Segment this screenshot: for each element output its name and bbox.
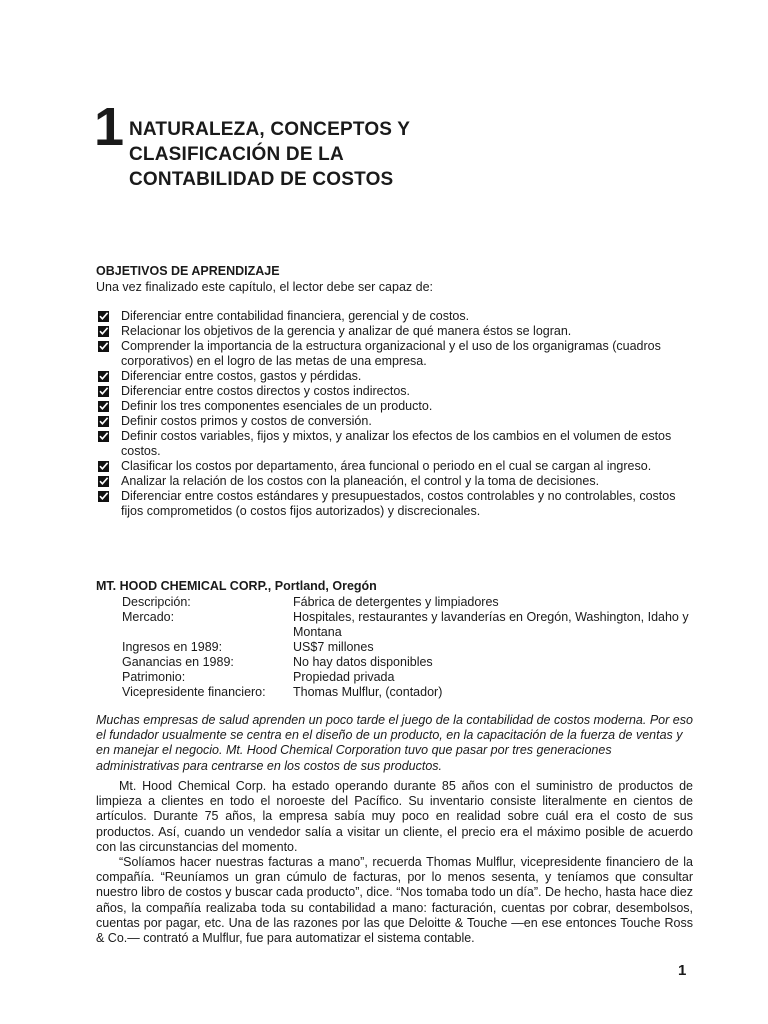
info-label: Mercado: bbox=[122, 610, 175, 624]
checkbox-check-icon bbox=[98, 371, 109, 382]
checkbox-check-icon bbox=[98, 476, 109, 487]
body-paragraph: Mt. Hood Chemical Corp. ha estado operando durante 85 años con el suministro de productos de limpieza a clientes en todo el noroeste del Pacífico. Su inventario consiste literalmente en cientos de artículos. Durante 75 años, la empresa sabía muy poco en realidad sobre cuál era el costo de sus productos. Así, cuando un vendedor salía a visitar un cliente, el precio era el máximo posible de acuerdo con las circunstancias del momento. bbox=[96, 779, 693, 854]
info-label: Ganancias en 1989: bbox=[122, 655, 234, 669]
page-number: 1 bbox=[678, 962, 687, 979]
company-profile bbox=[96, 578, 696, 700]
body-text bbox=[96, 779, 693, 946]
objective-item bbox=[96, 429, 696, 459]
chapter-title-line: CONTABILIDAD DE COSTOS bbox=[129, 169, 394, 190]
body-paragraph: “Solíamos hacer nuestras facturas a mano”, recuerda Thomas Mulflur, vicepresidente financiero de la compañía. “Reuníamos un gran cúmulo de facturas, por lo menos sesenta, y teníamos que consultar nuestro libro de costos y buscar cada producto”, dice. “Nos tomaba todo un día”. De hecho, hasta hace diez años, la compañía realizaba toda su contabilidad a mano: facturación, cuentas por cobrar, desembolsos, cuentas por pagar, etc. Una de las razones por las que Deloitte & Touche —en ese entonces Touche Ross & Co.— contrató a Mulflur, fue para automatizar el sistema contable. bbox=[96, 855, 693, 946]
objective-item bbox=[96, 414, 696, 429]
checkbox-check-icon bbox=[98, 386, 109, 397]
info-value: Propiedad privada bbox=[293, 670, 395, 684]
objective-item bbox=[96, 339, 696, 369]
checkbox-check-icon bbox=[98, 431, 109, 442]
objective-item bbox=[96, 459, 696, 474]
objective-item bbox=[96, 309, 696, 324]
chapter-title-line: CLASIFICACIÓN DE LA bbox=[129, 144, 344, 165]
learning-objectives bbox=[96, 263, 696, 519]
info-label: Patrimonio: bbox=[122, 670, 186, 684]
objective-text: Relacionar los objetivos de la gerencia y analizar de qué manera éstos se logran. bbox=[121, 324, 572, 338]
company-info-row bbox=[122, 595, 696, 610]
company-info-table bbox=[122, 595, 696, 700]
checkbox-check-icon bbox=[98, 491, 109, 502]
chapter-number: 1 bbox=[94, 97, 125, 157]
objective-text: Diferenciar entre contabilidad financiera, gerencial y de costos. bbox=[121, 309, 470, 323]
chapter-title bbox=[129, 117, 529, 192]
info-value: Hospitales, restaurantes y lavanderías en Oregón, Washington, Idaho y Montana bbox=[293, 610, 689, 639]
objective-item bbox=[96, 489, 696, 519]
company-heading bbox=[96, 578, 696, 594]
objective-item bbox=[96, 384, 696, 399]
company-name: MT. HOOD CHEMICAL CORP. bbox=[96, 579, 268, 593]
company-info-row bbox=[122, 685, 696, 700]
checkbox-check-icon bbox=[98, 461, 109, 472]
objective-text: Diferenciar entre costos estándares y presupuestados, costos controlables y no controlables, costos fijos comprometidos (o costos fijos autorizados) y discrecionales. bbox=[121, 489, 676, 518]
objective-item bbox=[96, 399, 696, 414]
objective-text: Diferenciar entre costos, gastos y pérdidas. bbox=[121, 369, 362, 383]
objective-item bbox=[96, 369, 696, 384]
objective-text: Comprender la importancia de la estructura organizacional y el uso de los organigramas (cuadros corporativos) en el logro de las metas de una empresa. bbox=[121, 339, 661, 368]
objective-text: Definir costos variables, fijos y mixtos, y analizar los efectos de los cambios en el volumen de estos costos. bbox=[121, 429, 672, 458]
info-value: Thomas Mulflur, (contador) bbox=[293, 685, 443, 699]
info-label: Vicepresidente financiero: bbox=[122, 685, 266, 699]
company-info-row bbox=[122, 655, 696, 670]
checkbox-check-icon bbox=[98, 401, 109, 412]
objectives-heading: OBJETIVOS DE APRENDIZAJE bbox=[96, 264, 280, 278]
info-value: Fábrica de detergentes y limpiadores bbox=[293, 595, 499, 609]
info-label: Descripción: bbox=[122, 595, 191, 609]
info-value: US$7 millones bbox=[293, 640, 374, 654]
objectives-list bbox=[96, 309, 696, 519]
info-label: Ingresos en 1989: bbox=[122, 640, 223, 654]
company-info-row bbox=[122, 670, 696, 685]
objective-item bbox=[96, 324, 696, 339]
chapter-title-line: NATURALEZA, CONCEPTOS Y bbox=[129, 119, 411, 140]
objectives-intro: Una vez finalizado este capítulo, el lector debe ser capaz de: bbox=[96, 280, 434, 294]
checkbox-check-icon bbox=[98, 416, 109, 427]
company-location: , Portland, Oregón bbox=[267, 579, 377, 593]
objective-text: Clasificar los costos por departamento, área funcional o periodo en el cual se cargan al ingreso. bbox=[121, 459, 652, 473]
company-info-row bbox=[122, 610, 696, 640]
objective-text: Definir los tres componentes esenciales de un producto. bbox=[121, 399, 433, 413]
objective-text: Definir costos primos y costos de conversión. bbox=[121, 414, 372, 428]
checkbox-check-icon bbox=[98, 311, 109, 322]
info-value: No hay datos disponibles bbox=[293, 655, 433, 669]
intro-italic-paragraph: Muchas empresas de salud aprenden un poco tarde el juego de la contabilidad de costos moderna. Por eso el fundador usualmente se centra en el diseño de un producto, en la capacitación de la fuerza de ventas y en manejar el negocio. Mt. Hood Chemical Corporation tuvo que pasar por tres generaciones administrativas para centrarse en los costos de sus productos. bbox=[96, 713, 693, 773]
checkbox-check-icon bbox=[98, 326, 109, 337]
objective-item bbox=[96, 474, 696, 489]
objective-text: Analizar la relación de los costos con la planeación, el control y la toma de decisiones. bbox=[121, 474, 600, 488]
objective-text: Diferenciar entre costos directos y costos indirectos. bbox=[121, 384, 411, 398]
company-info-row bbox=[122, 640, 696, 655]
checkbox-check-icon bbox=[98, 341, 109, 352]
